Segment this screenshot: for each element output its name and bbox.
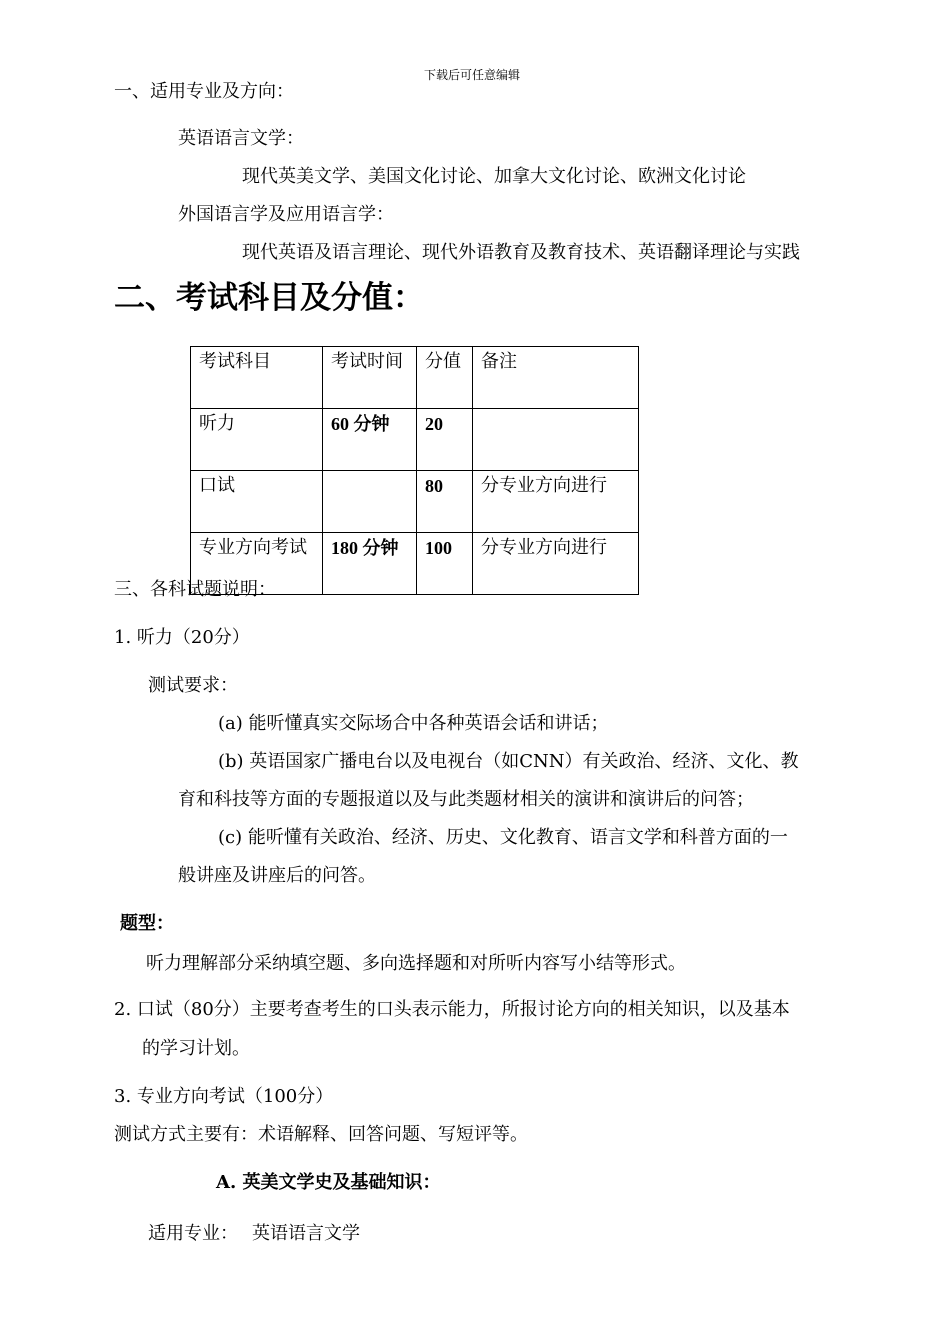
major2-label: 外国语言学及应用语言学： [178, 204, 394, 225]
header-note: 下载后可任意编辑 [424, 68, 521, 82]
table-header-cell: 考试时间 [323, 347, 417, 409]
major2-directions: 现代英语及语言理论、现代外语教育及教育技术、英语翻译理论与实践 [242, 242, 800, 263]
table-header-cell: 备注 [473, 347, 639, 409]
requirement-b-line1: (b) 英语国家广播电台以及电视台（如CNN）有关政治、经济、文化、教 [218, 751, 799, 772]
item2-line1: 2. 口试（80分）主要考查考生的口头表示能力，所报讨论方向的相关知识，以及基本 [114, 999, 790, 1020]
item1-title: 1. 听力（20分） [114, 627, 250, 648]
table-cell: 口试 [191, 471, 323, 533]
table-cell: 听力 [191, 409, 323, 471]
applicable-major-label: 适用专业： [148, 1223, 238, 1244]
score-table [190, 346, 639, 595]
table-header-row [191, 347, 639, 409]
item3-method: 测试方式主要有：术语解释、回答问题、写短评等。 [114, 1124, 528, 1145]
section2-heading: 二、考试科目及分值： [114, 280, 424, 316]
section1-heading: 一、适用专业及方向： [114, 81, 294, 102]
requirement-a: (a) 能听懂真实交际场合中各种英语会话和讲话； [218, 713, 609, 734]
table-header-cell: 分值 [417, 347, 473, 409]
section3-heading: 三、各科试题说明： [114, 579, 276, 600]
subsection-a-title: A. 英美文学史及基础知识： [216, 1172, 441, 1193]
table-cell: 180 分钟 [323, 533, 417, 595]
table-cell: 80 [417, 471, 473, 533]
question-type-label: 题型： [120, 913, 174, 934]
table-cell: 分专业方向进行 [473, 533, 639, 595]
table-cell: 60 分钟 [323, 409, 417, 471]
table-cell: 分专业方向进行 [473, 471, 639, 533]
item2-line2: 的学习计划。 [142, 1038, 250, 1059]
requirement-c-line2: 般讲座及讲座后的问答。 [178, 865, 376, 886]
table-header-cell: 考试科目 [191, 347, 323, 409]
requirement-c-line1: (c) 能听懂有关政治、经济、历史、文化教育、语言文学和科普方面的一 [218, 827, 788, 848]
table-cell [323, 471, 417, 533]
applicable-major-value: 英语语言文学 [252, 1223, 360, 1244]
table-cell: 专业方向考试 [191, 533, 323, 595]
major1-label: 英语语言文学： [178, 128, 304, 149]
table-cell: 20 [417, 409, 473, 471]
table-row [191, 409, 639, 471]
table-row [191, 471, 639, 533]
requirements-label: 测试要求： [148, 675, 238, 696]
item3-title: 3. 专业方向考试（100分） [114, 1086, 334, 1107]
table-cell: 100 [417, 533, 473, 595]
question-type-text: 听力理解部分采纳填空题、多向选择题和对所听内容写小结等形式。 [146, 953, 686, 974]
major1-directions: 现代英美文学、美国文化讨论、加拿大文化讨论、欧洲文化讨论 [242, 166, 746, 187]
table-cell [473, 409, 639, 471]
requirement-b-line2: 育和科技等方面的专题报道以及与此类题材相关的演讲和演讲后的问答； [178, 789, 754, 810]
